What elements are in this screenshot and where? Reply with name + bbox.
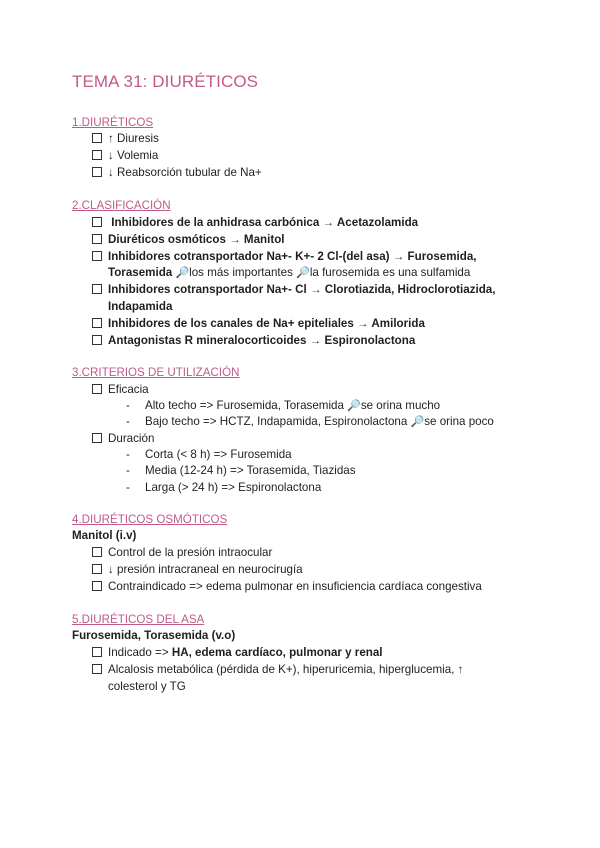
list-item: Inhibidores cotransportador Na+- K+- 2 Cl-(del asa) → Furosemida, <box>92 249 477 266</box>
magnifier-icon: 🔎 <box>410 416 425 428</box>
list-item: Antagonistas R mineralocorticoides → Espironolactona <box>92 333 415 350</box>
list-item-continuation: Torasemida 🔎los más importantes 🔎la furosemida es una sulfamida <box>108 266 471 279</box>
list-item: Inhibidores de la anhidrasa carbónica → Acetazolamida <box>92 215 418 232</box>
sub-list-item: Corta (< 8 h) => Furosemida <box>145 448 292 461</box>
checkbox-icon[interactable] <box>92 664 102 674</box>
checkbox-icon[interactable] <box>92 217 102 227</box>
page-title: TEMA 31: DIURÉTICOS <box>72 72 259 91</box>
checkbox-icon[interactable] <box>92 167 102 177</box>
checkbox-icon[interactable] <box>92 384 102 394</box>
dash-bullet: - <box>126 448 130 461</box>
list-item: Indicado => HA, edema cardíaco, pulmonar y renal <box>92 645 383 662</box>
sub-list-item: Bajo techo => HCTZ, Indapamida, Espironolactona 🔎se orina poco <box>145 415 494 428</box>
dash-bullet: - <box>126 481 130 494</box>
dash-bullet: - <box>126 464 130 477</box>
checkbox-icon[interactable] <box>92 133 102 143</box>
list-item: Alcalosis metabólica (pérdida de K+), hiperuricemia, hiperglucemia, ↑ <box>92 662 463 679</box>
dash-bullet: - <box>126 399 130 412</box>
checkbox-icon[interactable] <box>92 150 102 160</box>
list-item-continuation: Indapamida <box>108 300 173 313</box>
checkbox-icon[interactable] <box>92 647 102 657</box>
list-item: Inhibidores cotransportador Na+- Cl → Clorotiazida, Hidroclorotiazida, <box>92 282 495 299</box>
checkbox-icon[interactable] <box>92 234 102 244</box>
sub-list-item: Media (12-24 h) => Torasemida, Tiazidas <box>145 464 356 477</box>
list-item: Duración <box>92 431 154 448</box>
magnifier-icon: 🔎 <box>296 267 310 279</box>
checkbox-icon[interactable] <box>92 335 102 345</box>
sub-list-item: Larga (> 24 h) => Espironolactona <box>145 481 322 494</box>
checkbox-icon[interactable] <box>92 284 102 294</box>
list-item-continuation: colesterol y TG <box>108 680 186 693</box>
section-title-diureticos: 1.DIURÉTICOS <box>72 116 154 129</box>
drug-heading: Manitol (i.v) <box>72 529 137 542</box>
checkbox-icon[interactable] <box>92 547 102 557</box>
list-item: Diuréticos osmóticos → Manitol <box>92 232 285 249</box>
dash-bullet: - <box>126 415 130 428</box>
section-title-asa: 5.DIURÉTICOS DEL ASA <box>72 613 205 626</box>
list-item: ↓ Reabsorción tubular de Na+ <box>92 165 262 182</box>
magnifier-icon: 🔎 <box>175 267 190 279</box>
magnifier-icon: 🔎 <box>347 400 361 412</box>
checkbox-icon[interactable] <box>92 318 102 328</box>
drug-heading: Furosemida, Torasemida (v.o) <box>72 629 236 642</box>
sub-list-item: Alto techo => Furosemida, Torasemida 🔎se orina mucho <box>145 399 441 412</box>
checkbox-icon[interactable] <box>92 433 102 443</box>
list-item: ↓ Volemia <box>92 148 158 165</box>
checkbox-icon[interactable] <box>92 251 102 261</box>
section-title-osmoticos: 4.DIURÉTICOS OSMÓTICOS <box>72 513 228 526</box>
section-title-clasificacion: 2.CLASIFICACIÓN <box>72 199 171 212</box>
checkbox-icon[interactable] <box>92 581 102 591</box>
list-item: Contraindicado => edema pulmonar en insuficiencia cardíaca congestiva <box>92 579 482 596</box>
list-item: ↓ presión intracraneal en neurocirugía <box>92 562 303 579</box>
list-item: ↑ Diuresis <box>92 131 159 148</box>
checkbox-icon[interactable] <box>92 564 102 574</box>
section-title-criterios: 3.CRITERIOS DE UTILIZACIÓN <box>72 366 240 379</box>
list-item: Control de la presión intraocular <box>92 545 272 562</box>
list-item: Eficacia <box>92 382 149 399</box>
list-item: Inhibidores de los canales de Na+ epiteliales → Amilorida <box>92 316 425 333</box>
